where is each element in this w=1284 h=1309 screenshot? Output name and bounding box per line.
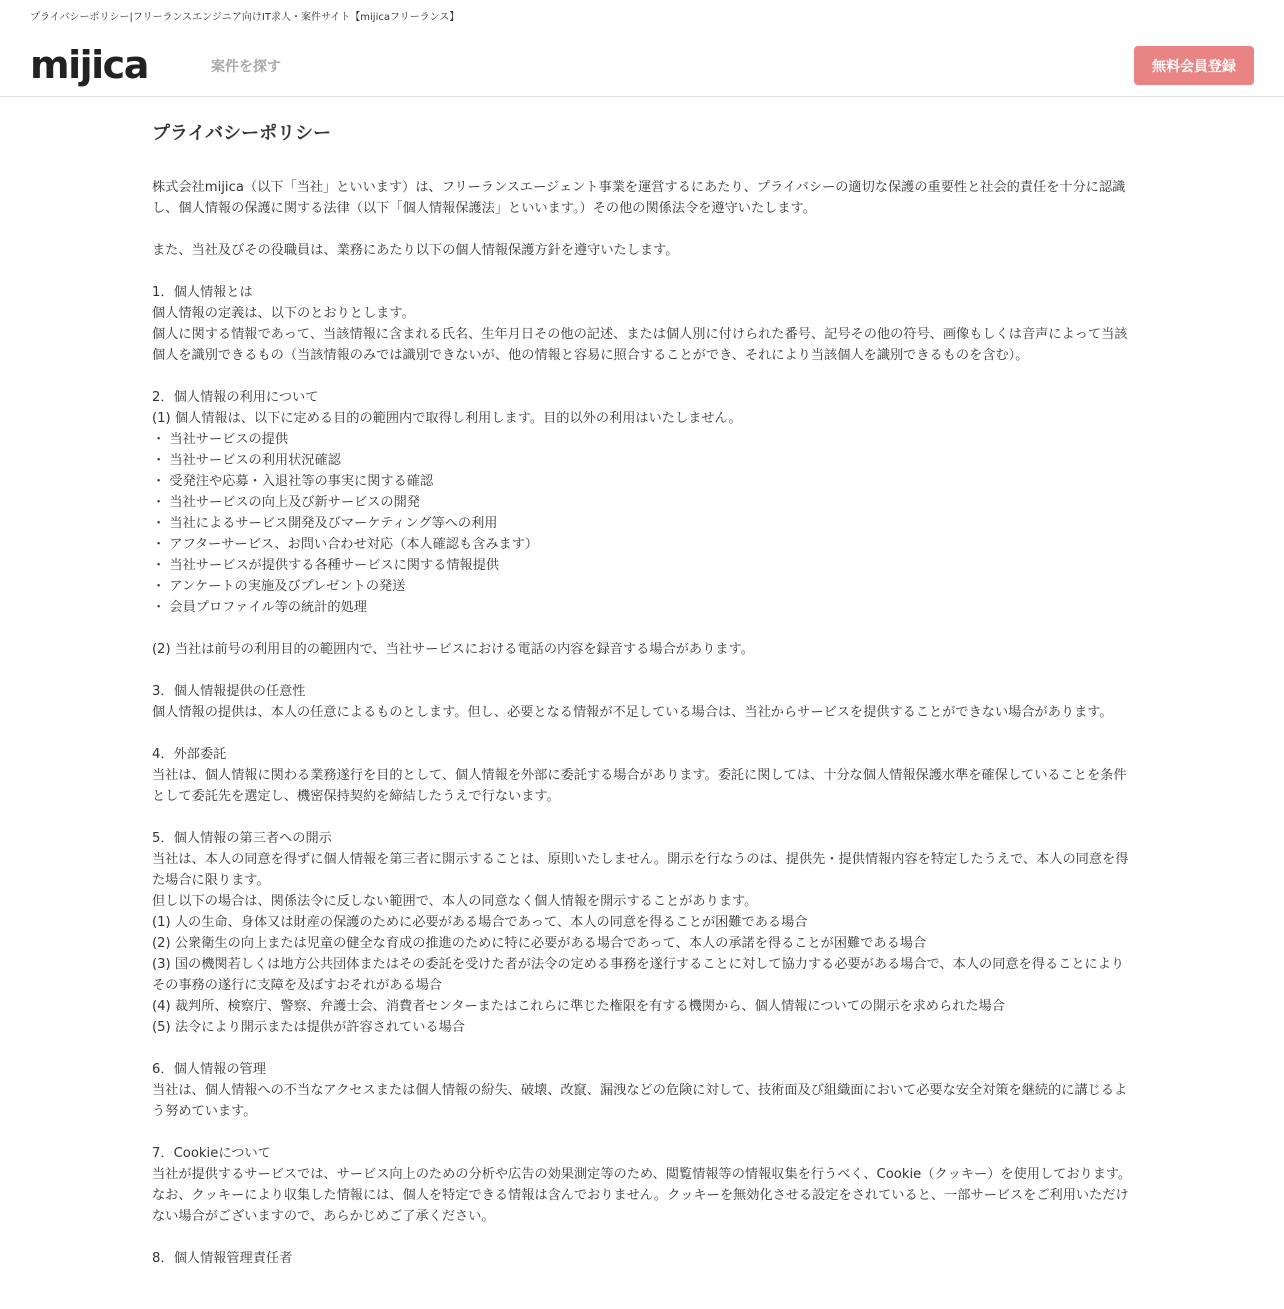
- paragraph-spacer: [152, 807, 1136, 828]
- policy-paragraph: ・ 当社サービスの提供: [152, 432, 289, 447]
- paragraph-spacer: [152, 366, 1136, 387]
- page-tagline: プライバシーポリシー|フリーランスエンジニア向けIT求人・案件サイト【mijicaフリーランス】: [30, 12, 460, 23]
- site-header: [0, 0, 1284, 97]
- policy-paragraph: 3．個人情報提供の任意性: [152, 684, 306, 699]
- policy-paragraph: ・ 当社サービスの向上及び新サービスの開発: [152, 495, 420, 510]
- policy-paragraph: また、当社及びその役職員は、業務にあたり以下の個人情報保護方針を遵守いたします。: [152, 243, 679, 258]
- policy-paragraph: ・ 受発注や応募・入退社等の事実に関する確認: [152, 474, 434, 489]
- policy-paragraph: 個人情報の定義は、以下のとおりとします。: [152, 306, 415, 321]
- policy-paragraph: 当社は、個人情報に関わる業務遂行を目的として、個人情報を外部に委託する場合があります。委託に関しては、十分な個人情報保護水準を確保していることを条件として委託先を選定し、機密保持契約を締結したうえで行ないます。: [152, 768, 1127, 804]
- paragraph-spacer: [152, 1038, 1136, 1059]
- nav-search-jobs-link[interactable]: 案件を探す: [211, 59, 281, 75]
- policy-paragraph: 当社は、本人の同意を得ずに個人情報を第三者に開示することは、原則いたしません。開示を行なうのは、提供先・提供情報内容を特定したうえで、本人の同意を得た場合に限ります。: [152, 852, 1129, 888]
- policy-paragraph: 株式会社mijica（以下「当社」といいます）は、フリーランスエージェント事業を運営するにあたり、プライバシーの適切な保護の重要性と社会的責任を十分に認識し、個人情報の保護に関する法律（以下「個人情報保護法」といいます。）その他の関係法令を遵守いたします。: [152, 180, 1126, 216]
- policy-body: [152, 177, 1136, 1269]
- policy-paragraph: ・ 会員プロファイル等の統計的処理: [152, 600, 367, 615]
- policy-paragraph: (4) 裁判所、検察庁、警察、弁護士会、消費者センターまたはこれらに準じた権限を有する機関から、個人情報についての開示を求められた場合: [152, 999, 1005, 1014]
- paragraph-spacer: [152, 660, 1136, 681]
- policy-paragraph: 8．個人情報管理責任者: [152, 1251, 293, 1266]
- free-register-button[interactable]: 無料会員登録: [1134, 46, 1254, 85]
- policy-paragraph: 7．Cookieについて: [152, 1146, 271, 1161]
- paragraph-spacer: [152, 618, 1136, 639]
- policy-paragraph: 4．外部委託: [152, 747, 227, 762]
- paragraph-spacer: [152, 723, 1136, 744]
- policy-paragraph: 個人情報の提供は、本人の任意によるものとします。但し、必要となる情報が不足している場合は、当社からサービスを提供することができない場合があります。: [152, 705, 1113, 720]
- policy-paragraph: 1．個人情報とは: [152, 285, 253, 300]
- policy-paragraph: 個人に関する情報であって、当該情報に含まれる氏名、生年月日その他の記述、または個人別に付けられた番号、記号その他の符号、画像もしくは音声によって当該個人を識別できるもの（当該情報のみでは識別できないが、他の情報と容易に照合することができ、それにより当該個人を識別できるものを含む）。: [152, 327, 1128, 363]
- paragraph-spacer: [152, 1227, 1136, 1248]
- policy-paragraph: (5) 法令により開示または提供が許容されている場合: [152, 1020, 465, 1035]
- policy-paragraph: (1) 個人情報は、以下に定める目的の範囲内で取得し利用します。目的以外の利用はいたしません。: [152, 411, 742, 426]
- paragraph-spacer: [152, 219, 1136, 240]
- policy-paragraph: (1) 人の生命、身体又は財産の保護のために必要がある場合であって、本人の同意を得ることが困難である場合: [152, 915, 808, 930]
- policy-paragraph: (2) 公衆衛生の向上または児童の健全な育成の推進のために特に必要がある場合であって、本人の承諾を得ることが困難である場合: [152, 936, 927, 951]
- page-title: プライバシーポリシー: [152, 123, 332, 144]
- main-content: [152, 120, 1136, 1269]
- paragraph-spacer: [152, 261, 1136, 282]
- policy-paragraph: 当社は、個人情報への不当なアクセスまたは個人情報の紛失、破壊、改竄、漏洩などの危険に対して、技術面及び組織面において必要な安全対策を継続的に講じるよう努めています。: [152, 1083, 1128, 1119]
- policy-paragraph: 2．個人情報の利用について: [152, 390, 319, 405]
- policy-paragraph: ・ アンケートの実施及びプレゼントの発送: [152, 579, 406, 594]
- policy-paragraph: ・ 当社サービスの利用状況確認: [152, 453, 341, 468]
- policy-paragraph: 6．個人情報の管理: [152, 1062, 266, 1077]
- policy-paragraph: 5．個人情報の第三者への開示: [152, 831, 332, 846]
- policy-paragraph: (3) 国の機関若しくは地方公共団体またはその委託を受けた者が法令の定める事務を遂行することに対して協力する必要がある場合で、本人の同意を得ることによりその事務の遂行に支障を及ぼすおそれがある場合: [152, 957, 1125, 993]
- policy-paragraph: 但し以下の場合は、関係法令に反しない範囲で、本人の同意なく個人情報を開示することがあります。: [152, 894, 758, 909]
- policy-paragraph: ・ 当社によるサービス開発及びマーケティング等への利用: [152, 516, 498, 531]
- policy-paragraph: ・ 当社サービスが提供する各種サービスに関する情報提供: [152, 558, 500, 573]
- policy-paragraph: ・ アフターサービス、お問い合わせ対応（本人確認も含みます）: [152, 537, 539, 552]
- policy-paragraph: (2) 当社は前号の利用目的の範囲内で、当社サービスにおける電話の内容を録音する場合があります。: [152, 642, 754, 657]
- policy-paragraph: 当社が提供するサービスでは、サービス向上のための分析や広告の効果測定等のため、閲覧情報等の情報収集を行うべく、Cookie（クッキー）を使用しております。なお、クッキーにより収集した情報には、個人を特定できる情報は含んでおりません。クッキーを無効化させる設定をされていると、一部サービスをご利用いただけない場合がございますので、あらかじめご了承ください。: [152, 1167, 1132, 1224]
- paragraph-spacer: [152, 1122, 1136, 1143]
- mijica-logo[interactable]: mijica: [30, 43, 148, 87]
